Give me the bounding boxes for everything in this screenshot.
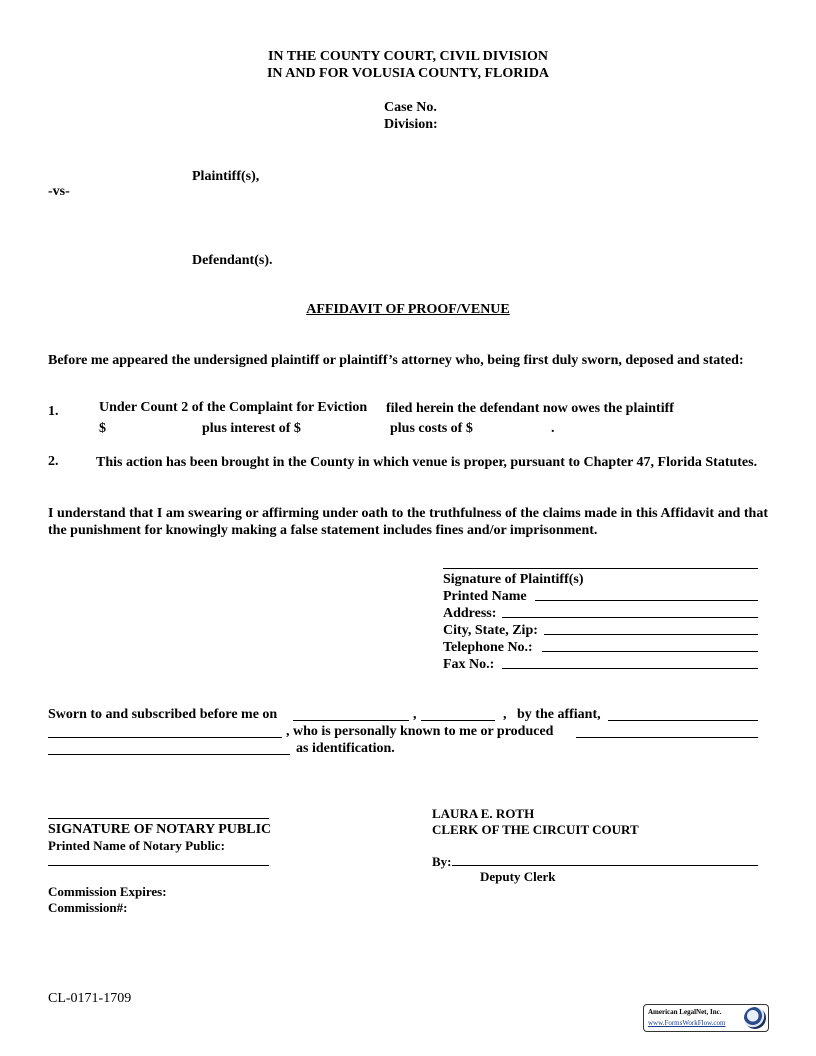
notary-signature-label: SIGNATURE OF NOTARY PUBLIC <box>48 822 272 837</box>
notary-signature-line[interactable] <box>48 818 269 819</box>
printed-name-label: Printed Name <box>443 589 527 604</box>
amount-dollar-sign: $ <box>99 421 106 436</box>
plus-interest-label: plus interest of $ <box>202 421 301 436</box>
american-legalnet-logo <box>643 1004 769 1032</box>
logo-url: www.FormsWorkFlow.com <box>648 1019 726 1027</box>
item-1-number: 1. <box>48 404 59 419</box>
intro-paragraph: Before me appeared the undersigned plaintiff or plaintiff’s attorney who, being first duly sworn, deposed and stated: <box>48 353 744 368</box>
commission-expires-label: Commission Expires: <box>48 884 167 899</box>
court-name-line2: IN AND FOR VOLUSIA COUNTY, FLORIDA <box>266 66 550 81</box>
plaintiff-label: Plaintiff(s), <box>192 169 260 184</box>
telephone-field[interactable] <box>542 651 758 652</box>
identification-field[interactable] <box>576 737 758 738</box>
item-1-text-b: filed herein the defendant now owes the plaintiff <box>386 401 674 416</box>
sworn-date-field[interactable] <box>293 720 409 721</box>
affiant-name-field[interactable] <box>608 720 758 721</box>
sworn-year-field[interactable] <box>421 720 495 721</box>
plaintiff-signature-line[interactable] <box>443 568 758 569</box>
swirl-logo-icon <box>744 1007 766 1029</box>
item-2-text: This action has been brought in the County in which venue is proper, pursuant to Chapter 47, Florida Statutes. <box>96 455 758 470</box>
deputy-clerk-label: Deputy Clerk <box>480 869 556 884</box>
item-1-period: . <box>551 421 555 436</box>
by-affiant-label: by the affiant, <box>517 707 601 722</box>
identification-text: as identification. <box>296 741 395 756</box>
clerk-title: CLERK OF THE CIRCUIT COURT <box>432 822 639 837</box>
court-name-line1: IN THE COUNTY COURT, CIVIL DIVISION <box>267 49 549 64</box>
city-state-zip-field[interactable] <box>544 634 758 635</box>
telephone-label: Telephone No.: <box>443 640 533 655</box>
item-1-text-a: Under Count 2 of the Complaint for Eviction <box>99 400 368 415</box>
commission-number-label: Commission#: <box>48 900 128 915</box>
by-label: By: <box>432 854 452 869</box>
address-label: Address: <box>443 606 497 621</box>
clerk-name: LAURA E. ROTH <box>432 806 535 821</box>
document-title: AFFIDAVIT OF PROOF/VENUE <box>306 302 510 317</box>
item-2-number: 2. <box>48 454 59 469</box>
sworn-text: Sworn to and subscribed before me on <box>48 707 278 722</box>
address-field[interactable] <box>502 617 758 618</box>
form-code: CL-0171-1709 <box>48 991 132 1006</box>
versus-label: -vs- <box>48 184 70 199</box>
defendant-label: Defendant(s). <box>192 253 273 268</box>
identification-field-cont[interactable] <box>48 754 290 755</box>
case-number-label: Case No. <box>384 100 437 115</box>
oath-paragraph: I understand that I am swearing or affirming under oath to the truthfulness of the claims made in this Affidavit and that the punishment for knowingly making a false statement includes fines and/or imprisonment. <box>48 506 768 538</box>
division-label: Division: <box>384 117 438 132</box>
printed-name-field[interactable] <box>535 600 758 601</box>
sworn-comma-1: , <box>413 707 417 722</box>
deputy-clerk-signature-field[interactable] <box>452 865 758 866</box>
plus-costs-label: plus costs of $ <box>390 421 473 436</box>
logo-company-name: American LegalNet, Inc. <box>648 1008 722 1016</box>
notary-printed-name-field[interactable] <box>48 865 269 866</box>
plaintiff-signature-label: Signature of Plaintiff(s) <box>443 572 584 587</box>
affiant-name-field-cont[interactable] <box>48 737 282 738</box>
fax-field[interactable] <box>502 668 758 669</box>
notary-printed-name-label: Printed Name of Notary Public: <box>48 838 225 853</box>
city-state-zip-label: City, State, Zip: <box>443 623 538 638</box>
sworn-comma-2: , <box>503 707 507 722</box>
fax-label: Fax No.: <box>443 657 495 672</box>
personally-known-text: , who is personally known to me or produced <box>286 724 554 739</box>
